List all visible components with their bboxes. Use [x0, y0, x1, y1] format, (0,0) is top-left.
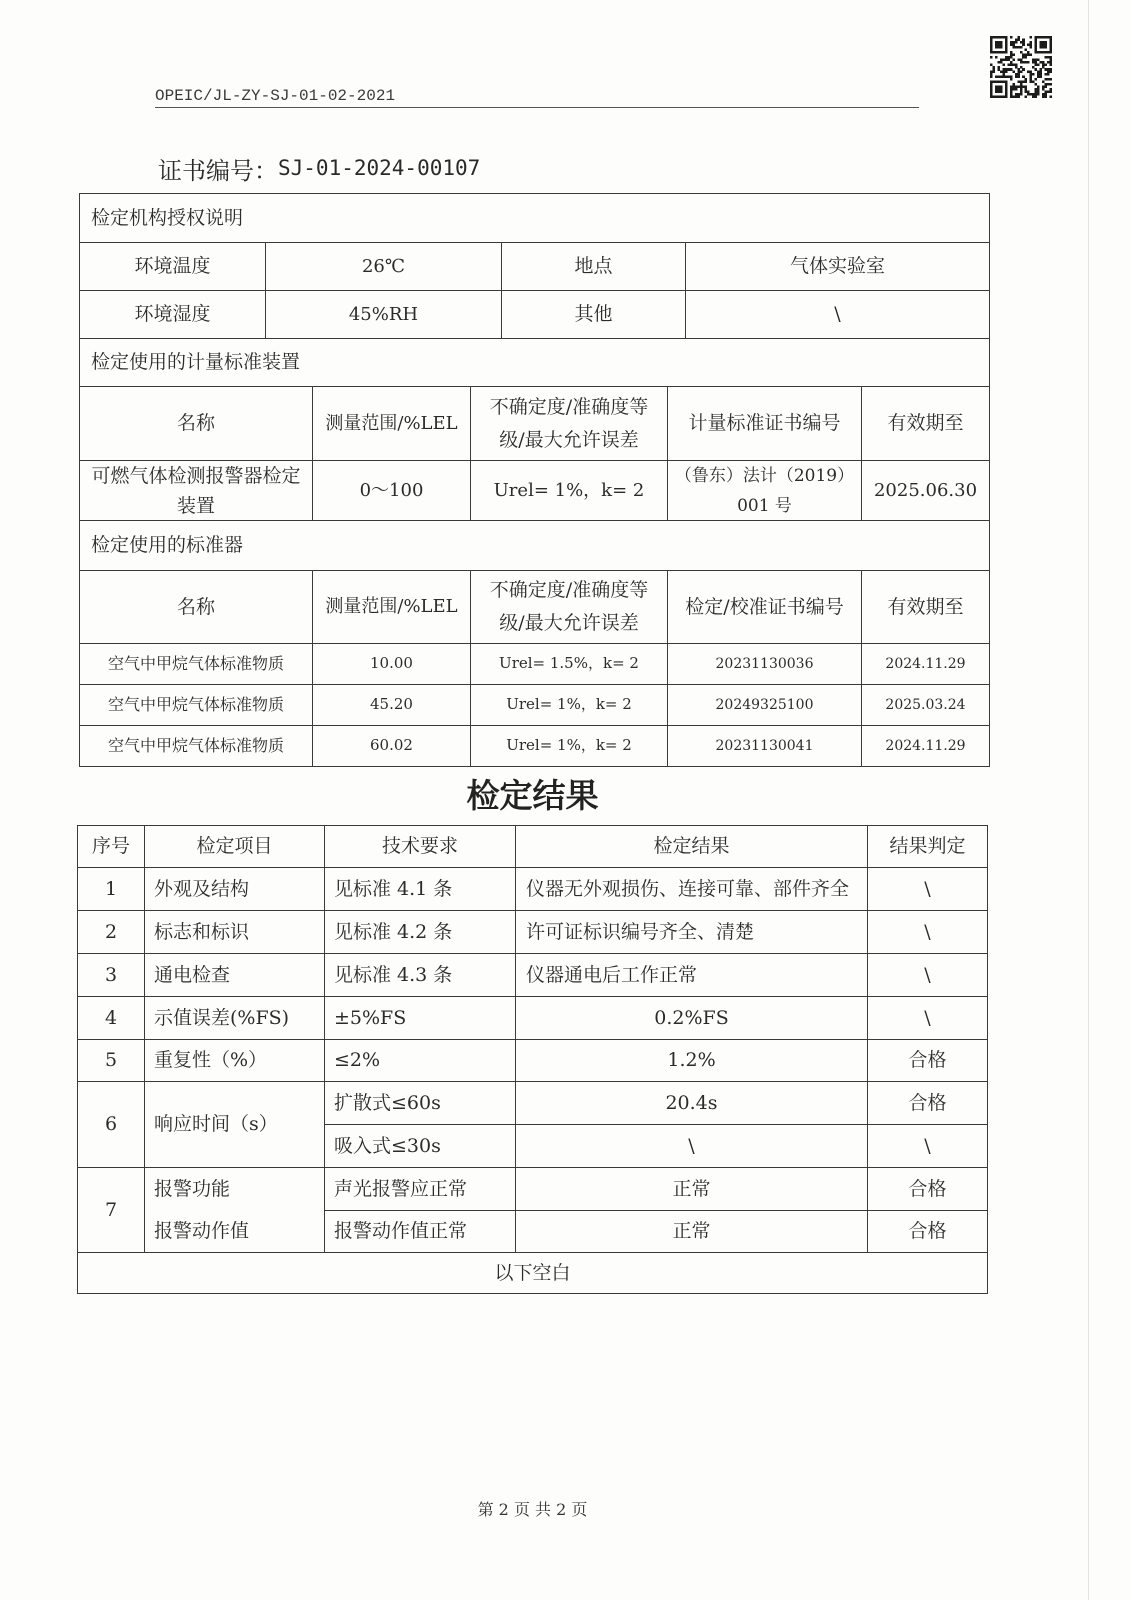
reference-standards-header-row [80, 571, 990, 644]
temperature-label: 环境温度 [80, 243, 266, 291]
qr-code [990, 36, 1052, 98]
results-col-item: 检定项目 [145, 826, 325, 868]
page-number: 第 2 页 共 2 页 [477, 1500, 588, 1519]
result-no: 1 [78, 868, 145, 911]
standard-col-name: 名称 [80, 387, 313, 461]
result-item: 外观及结构 [145, 868, 325, 911]
result-requirement: ±5%FS [325, 997, 516, 1040]
result-no: 7 [78, 1168, 145, 1253]
standard-device-expiry: 2025.06.30 [862, 461, 990, 521]
result-verdict: \ [868, 997, 988, 1040]
result-item: 通电检查 [145, 954, 325, 997]
result-subrows [325, 1168, 988, 1253]
result-value: 正常 [516, 1168, 868, 1211]
standard-device-name-text: 可燃气体检测报警器检定装置 [91, 464, 301, 517]
result-verdict: \ [868, 868, 988, 911]
reference-standards-title-row [80, 521, 990, 571]
standard-device-uncertainty: Urel= 1%，k= 2 [471, 461, 668, 521]
result-value: 1.2% [516, 1040, 868, 1082]
humidity-label: 环境湿度 [80, 291, 266, 339]
measurement-standard-header-row [80, 387, 990, 461]
result-value: 许可证标识编号齐全、清楚 [516, 911, 868, 954]
results-col-requirement: 技术要求 [325, 826, 516, 868]
result-item [145, 1168, 325, 1253]
results-col-result: 检定结果 [516, 826, 868, 868]
document-code: OPEIC/JL-ZY-SJ-01-02-2021 [155, 87, 396, 105]
result-item: 示值误差(%FS) [145, 997, 325, 1040]
result-requirement: 见标准 4.3 条 [325, 954, 516, 997]
results-header-row [78, 826, 988, 868]
result-no: 6 [78, 1082, 145, 1168]
authorization-title: 检定机构授权说明 [80, 194, 990, 243]
location-label: 地点 [502, 243, 686, 291]
result-subrows [325, 1082, 988, 1168]
results-row [78, 1168, 988, 1253]
certificate-number [158, 151, 480, 185]
result-value: 正常 [516, 1211, 868, 1253]
results-subrow [325, 1168, 988, 1211]
results-subrow [325, 1211, 988, 1253]
reference-col-expiry: 有效期至 [862, 571, 990, 644]
result-no: 4 [78, 997, 145, 1040]
environment-row [80, 291, 990, 339]
reference-uncertainty: Urel= 1%，k= 2 [471, 685, 668, 726]
standard-device-range: 0～100 [313, 461, 471, 521]
results-row [78, 954, 988, 997]
result-requirement: 吸入式≤30s [325, 1125, 516, 1168]
reference-certificate: 20231130036 [668, 644, 862, 685]
results-row [78, 1040, 988, 1082]
reference-standard-row [80, 726, 990, 767]
results-row [78, 911, 988, 954]
result-requirement: 声光报警应正常 [325, 1168, 516, 1211]
standard-device-name [80, 461, 313, 521]
result-item: 响应时间（s） [145, 1082, 325, 1168]
location-value: 气体实验室 [686, 243, 990, 291]
results-col-no: 序号 [78, 826, 145, 868]
reference-name: 空气中甲烷气体标准物质 [80, 726, 313, 767]
result-verdict: \ [868, 954, 988, 997]
reference-range: 10.00 [313, 644, 471, 685]
header-rule [155, 107, 919, 108]
reference-col-uncertainty [471, 571, 668, 644]
result-value: 20.4s [516, 1082, 868, 1125]
result-verdict: 合格 [868, 1082, 988, 1125]
standard-col-certificate: 计量标准证书编号 [668, 387, 862, 461]
reference-col-certificate: 检定/校准证书编号 [668, 571, 862, 644]
result-verdict: 合格 [868, 1211, 988, 1253]
standard-col-uncertainty [471, 387, 668, 461]
reference-expiry: 2024.11.29 [862, 644, 990, 685]
result-verdict: \ [868, 911, 988, 954]
result-item: 标志和标识 [145, 911, 325, 954]
result-value: 仪器无外观损伤、连接可靠、部件齐全 [516, 868, 868, 911]
result-value: 仪器通电后工作正常 [516, 954, 868, 997]
result-value: 0.2%FS [516, 997, 868, 1040]
authorization-row [80, 194, 990, 243]
temperature-value: 26℃ [266, 243, 502, 291]
reference-standard-row [80, 685, 990, 726]
result-verdict: 合格 [868, 1040, 988, 1082]
reference-certificate: 20231130041 [668, 726, 862, 767]
reference-uncertainty: Urel= 1%，k= 2 [471, 726, 668, 767]
reference-col-name: 名称 [80, 571, 313, 644]
result-requirement: 见标准 4.2 条 [325, 911, 516, 954]
results-row [78, 868, 988, 911]
results-row [78, 1082, 988, 1168]
results-footer-row [78, 1253, 988, 1294]
other-value: \ [686, 291, 990, 339]
result-requirement: 扩散式≤60s [325, 1082, 516, 1125]
result-no: 2 [78, 911, 145, 954]
reference-range: 45.20 [313, 685, 471, 726]
standard-device-certificate [668, 461, 862, 521]
result-requirement: 报警动作值正常 [325, 1211, 516, 1253]
reference-standards-title: 检定使用的标准器 [80, 521, 990, 571]
measurement-standard-title-row [80, 339, 990, 387]
certificate-number-value: SJ-01-2024-00107 [278, 156, 481, 180]
result-requirement: ≤2% [325, 1040, 516, 1082]
result-verdict: 合格 [868, 1168, 988, 1211]
result-item-line: 报警动作值 [154, 1219, 250, 1242]
measurement-standard-row [80, 461, 990, 521]
result-verdict: \ [868, 1125, 988, 1168]
standard-col-expiry: 有效期至 [862, 387, 990, 461]
reference-col-uncertainty-text: 不确定度/准确度等级/最大允许误差 [489, 579, 649, 634]
reference-range: 60.02 [313, 726, 471, 767]
result-item-line: 报警功能 [154, 1177, 231, 1200]
reference-expiry: 2024.11.29 [862, 726, 990, 767]
result-value: \ [516, 1125, 868, 1168]
other-label: 其他 [502, 291, 686, 339]
reference-certificate: 20249325100 [668, 685, 862, 726]
results-title: 检定结果 [466, 776, 599, 815]
result-item: 重复性（%） [145, 1040, 325, 1082]
result-no: 3 [78, 954, 145, 997]
certificate-number-label: 证书编号： [158, 156, 278, 185]
blank-below-note: 以下空白 [78, 1253, 988, 1294]
results-row [78, 997, 988, 1040]
results-subrow [325, 1082, 988, 1125]
standard-col-uncertainty-text: 不确定度/准确度等级/最大允许误差 [489, 395, 649, 451]
humidity-value: 45%RH [266, 291, 502, 339]
reference-name: 空气中甲烷气体标准物质 [80, 685, 313, 726]
result-requirement: 见标准 4.1 条 [325, 868, 516, 911]
calibration-conditions-table [79, 193, 990, 767]
results-subrow [325, 1125, 988, 1168]
reference-col-range: 测量范围/%LEL [313, 571, 471, 644]
reference-expiry: 2025.03.24 [862, 685, 990, 726]
results-col-verdict: 结果判定 [868, 826, 988, 868]
standard-col-range: 测量范围/%LEL [313, 387, 471, 461]
result-no: 5 [78, 1040, 145, 1082]
reference-uncertainty: Urel= 1.5%，k= 2 [471, 644, 668, 685]
environment-row [80, 243, 990, 291]
standard-device-certificate-text: （鲁东）法计（2019）001 号 [674, 465, 855, 516]
scan-edge-line [1088, 0, 1089, 1600]
reference-name: 空气中甲烷气体标准物质 [80, 644, 313, 685]
reference-standard-row [80, 644, 990, 685]
results-table [77, 825, 988, 1294]
measurement-standard-title: 检定使用的计量标准装置 [80, 339, 990, 387]
